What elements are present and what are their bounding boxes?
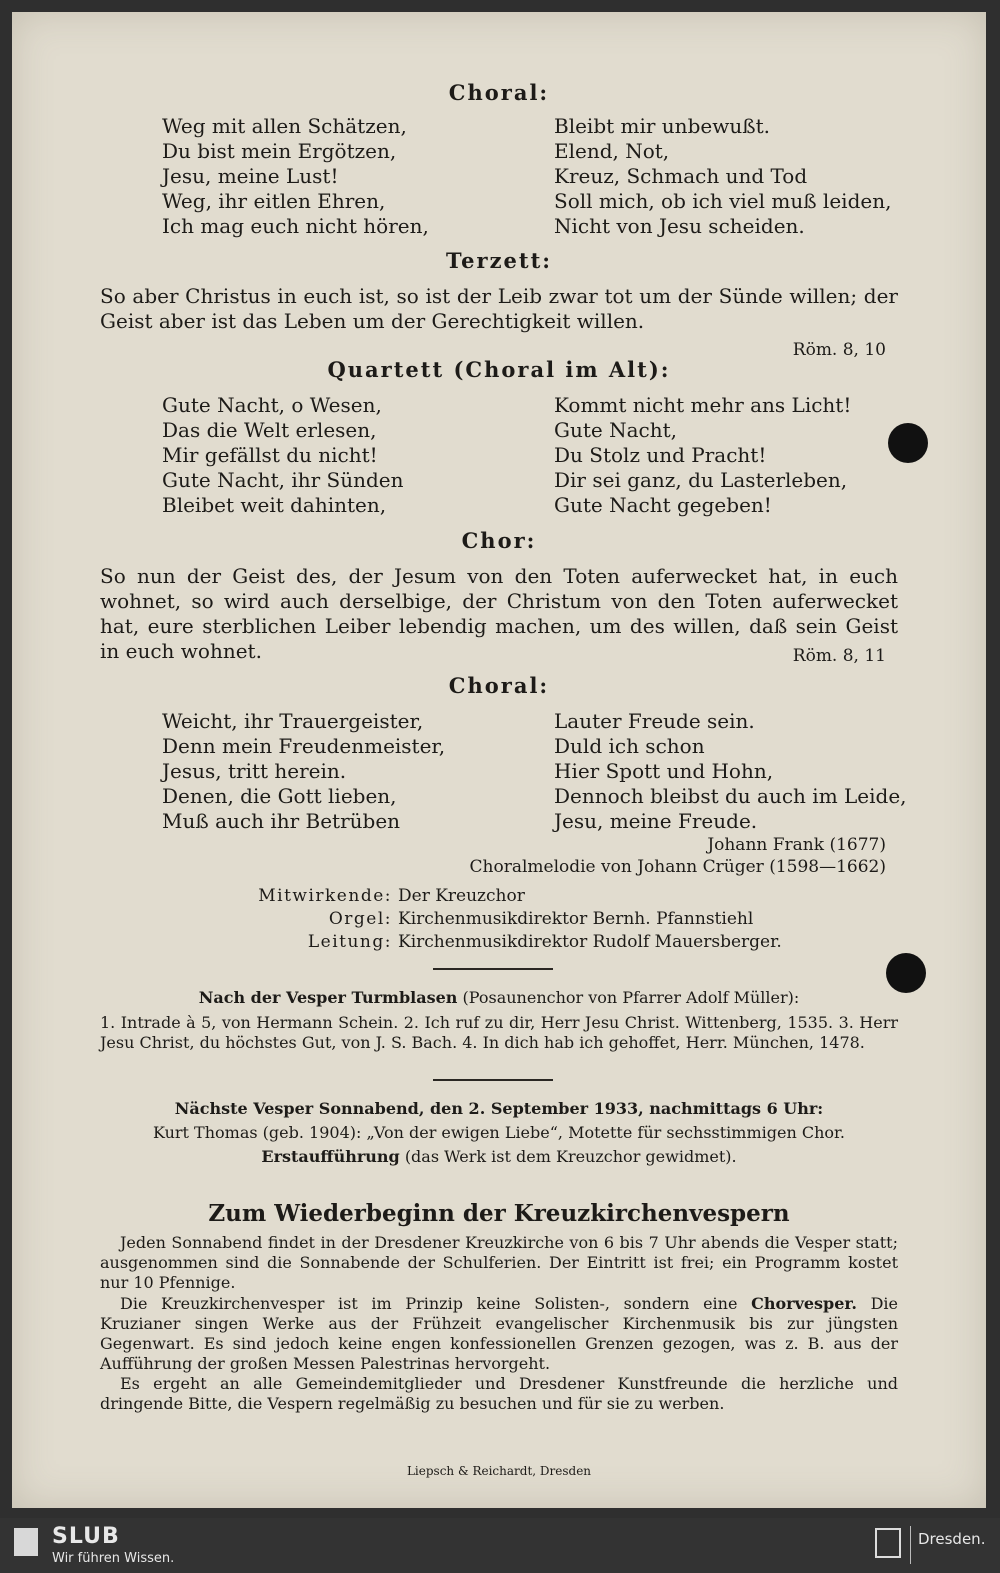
verse-line: Soll mich, ob ich viel muß leiden, bbox=[554, 189, 892, 213]
turmblasen-subtitle: (Posaunenchor von Pfarrer Adolf Müller): bbox=[462, 988, 800, 1007]
section-heading-terzett: Terzett: bbox=[445, 248, 553, 273]
verse-line: Denn mein Freudenmeister, bbox=[162, 734, 446, 758]
paragraph-text: Die Kreuzkirchenvesper ist im Prinzip keine Solisten-, sondern eine bbox=[120, 1294, 738, 1313]
premiere-note bbox=[100, 1147, 898, 1167]
verse-line: Gute Nacht, ihr Sünden bbox=[162, 468, 404, 492]
verse-line: Hier Spott und Hohn, bbox=[554, 759, 774, 783]
melody-credit: Choralmelodie von Johann Crüger (1598—1662) bbox=[469, 857, 886, 877]
premiere-label: Erstaufführung bbox=[261, 1147, 400, 1166]
slub-logo-icon[interactable] bbox=[14, 1528, 38, 1556]
turmblasen-program: 1. Intrade à 5, von Hermann Schein. 2. Ich ruf zu dir, Herr Jesu Christ. Wittenberg, 1535. 3. Herr Jesu Christ, du höchstes Gut, von J. S. Bach. 4. In dich hab ich gehoffet, Herr. München, 1478. bbox=[100, 1013, 898, 1052]
bible-reference: Röm. 8, 11 bbox=[792, 646, 886, 666]
verse-line: Weg, ihr eitlen Ehren, bbox=[162, 189, 386, 213]
verse-line: Lauter Freude sein. bbox=[554, 709, 755, 733]
quartett-verse bbox=[162, 393, 902, 518]
credit-row bbox=[162, 908, 802, 931]
verse-left-column bbox=[162, 393, 554, 518]
verse-line: Bleibt mir unbewußt. bbox=[554, 114, 770, 138]
credit-role: Mitwirkende: bbox=[258, 886, 392, 906]
document-page bbox=[12, 12, 986, 1508]
verse-line: Mir gefällst du nicht! bbox=[162, 443, 378, 467]
divider bbox=[433, 1079, 553, 1081]
credit-name: Kirchenmusikdirektor Bernh. Pfannstiehl bbox=[398, 909, 754, 929]
turmblasen-heading bbox=[100, 988, 898, 1008]
verse-line: Jesus, tritt herein. bbox=[162, 759, 347, 783]
verse-left-column bbox=[162, 114, 554, 239]
credit-name: Kirchenmusikdirektor Rudolf Mauersberger. bbox=[398, 932, 782, 952]
verse-line: Duld ich schon bbox=[554, 734, 705, 758]
divider bbox=[910, 1526, 911, 1564]
bible-reference: Röm. 8, 10 bbox=[792, 340, 886, 360]
choral-verse bbox=[162, 114, 902, 239]
verse-line: Bleibet weit dahinten, bbox=[162, 493, 387, 517]
divider bbox=[433, 968, 553, 970]
verse-left-column bbox=[162, 709, 554, 834]
verse-line: Denen, die Gott lieben, bbox=[162, 784, 397, 808]
chor-text: So nun der Geist des, der Jesum von den Toten auferwecket hat, in euch wohnet, so wird auch derselbige, der Christum von den Toten auferwecket hat, eure sterblichen Leiber lebendig machen, um des willen, daß sein Geist in euch wohnet. bbox=[100, 564, 898, 663]
verse-line: Gute Nacht, o Wesen, bbox=[162, 393, 382, 417]
section-heading-choral: Choral: bbox=[448, 673, 550, 698]
verse-line: Du Stolz und Pracht! bbox=[554, 443, 767, 467]
section-title-wiederbeginn: Zum Wiederbeginn der Kreuzkirchenvespern bbox=[208, 1200, 790, 1227]
credit-row bbox=[162, 885, 802, 908]
paragraph-text: Die Kruzianer singen Werke aus der Frühzeit evangelischer Kirchenmusik bis zur jüngsten Gegenwart. Es sind jedoch keine engen konfessionellen Grenzen gezogen, was z. B. aus der Aufführung der großen Messen Palestrinas hervorgeht. bbox=[100, 1294, 899, 1373]
verse-line: Ich mag euch nicht hören, bbox=[162, 214, 429, 238]
paragraph: Es ergeht an alle Gemeindemitglieder und Dresdener Kunstfreunde die herzliche und dringende Bitte, die Vespern regelmäßig zu besuchen und für sie zu werben. bbox=[100, 1374, 898, 1413]
verse-right-column bbox=[554, 709, 907, 834]
verse-line: Elend, Not, bbox=[554, 139, 670, 163]
verse-line: Weg mit allen Schätzen, bbox=[162, 114, 407, 138]
verse-line: Dir sei ganz, du Lasterleben, bbox=[554, 468, 848, 492]
brand-name[interactable]: SLUB bbox=[52, 1524, 120, 1549]
credit-name: Der Kreuzchor bbox=[398, 886, 525, 906]
terzett-text: So aber Christus in euch ist, so ist der Leib zwar tot um der Sünde willen; der Geist aber ist das Leben um der Gerechtigkeit willen. bbox=[100, 284, 898, 333]
paragraph: Jeden Sonnabend findet in der Dresdener Kreuzkirche von 6 bis 7 Uhr abends die Vesper statt; ausgenommen sind die Sonnabende der Schulferien. Der Eintritt ist frei; ein Programm kostet nur 10 Pfennige. bbox=[100, 1233, 898, 1292]
turmblasen-lead: Nach der Vesper Turmblasen bbox=[198, 988, 458, 1007]
section-heading-chor: Chor: bbox=[461, 528, 537, 553]
verse-line: Weicht, ihr Trauergeister, bbox=[162, 709, 424, 733]
printer-imprint: Liepsch & Reichardt, Dresden bbox=[406, 1464, 592, 1478]
city-logo-text[interactable]: Dresden. bbox=[918, 1530, 986, 1548]
performer-credits bbox=[162, 885, 802, 954]
verse-line: Jesu, meine Freude. bbox=[554, 809, 758, 833]
verse-right-column bbox=[554, 114, 902, 239]
verse-line: Jesu, meine Lust! bbox=[162, 164, 339, 188]
author-credit: Johann Frank (1677) bbox=[707, 835, 886, 855]
footer-bar bbox=[0, 1518, 1000, 1573]
paragraph bbox=[100, 1294, 898, 1374]
choral-verse bbox=[162, 709, 907, 834]
punch-hole bbox=[886, 953, 926, 993]
verse-line: Dennoch bleibst du auch im Leide, bbox=[554, 784, 907, 808]
verse-line: Kommt nicht mehr ans Licht! bbox=[554, 393, 852, 417]
emphasis: Chorvesper. bbox=[751, 1294, 857, 1313]
verse-right-column bbox=[554, 393, 902, 518]
section-heading-quartett: Quartett (Choral im Alt): bbox=[327, 357, 671, 382]
verse-line: Du bist mein Ergötzen, bbox=[162, 139, 397, 163]
brand-tagline: Wir führen Wissen. bbox=[52, 1551, 175, 1566]
verse-line: Gute Nacht gegeben! bbox=[554, 493, 772, 517]
premiere-detail: (das Werk ist dem Kreuzchor gewidmet). bbox=[404, 1147, 737, 1166]
credit-role: Orgel: bbox=[328, 909, 392, 929]
section-heading-choral: Choral: bbox=[448, 80, 550, 105]
next-vesper-title: Nächste Vesper Sonnabend, den 2. September 1933, nachmittags 6 Uhr: bbox=[174, 1099, 824, 1118]
verse-line: Muß auch ihr Betrüben bbox=[162, 809, 401, 833]
credit-row bbox=[162, 931, 802, 954]
credit-role: Leitung: bbox=[307, 932, 392, 952]
verse-line: Kreuz, Schmach und Tod bbox=[554, 164, 808, 188]
verse-line: Gute Nacht, bbox=[554, 418, 677, 442]
city-crest-icon bbox=[875, 1528, 901, 1558]
next-vesper-program: Kurt Thomas (geb. 1904): „Von der ewigen Liebe“, Motette für sechsstimmigen Chor. bbox=[152, 1123, 846, 1142]
verse-line: Das die Welt erlesen, bbox=[162, 418, 377, 442]
verse-line: Nicht von Jesu scheiden. bbox=[554, 214, 805, 238]
